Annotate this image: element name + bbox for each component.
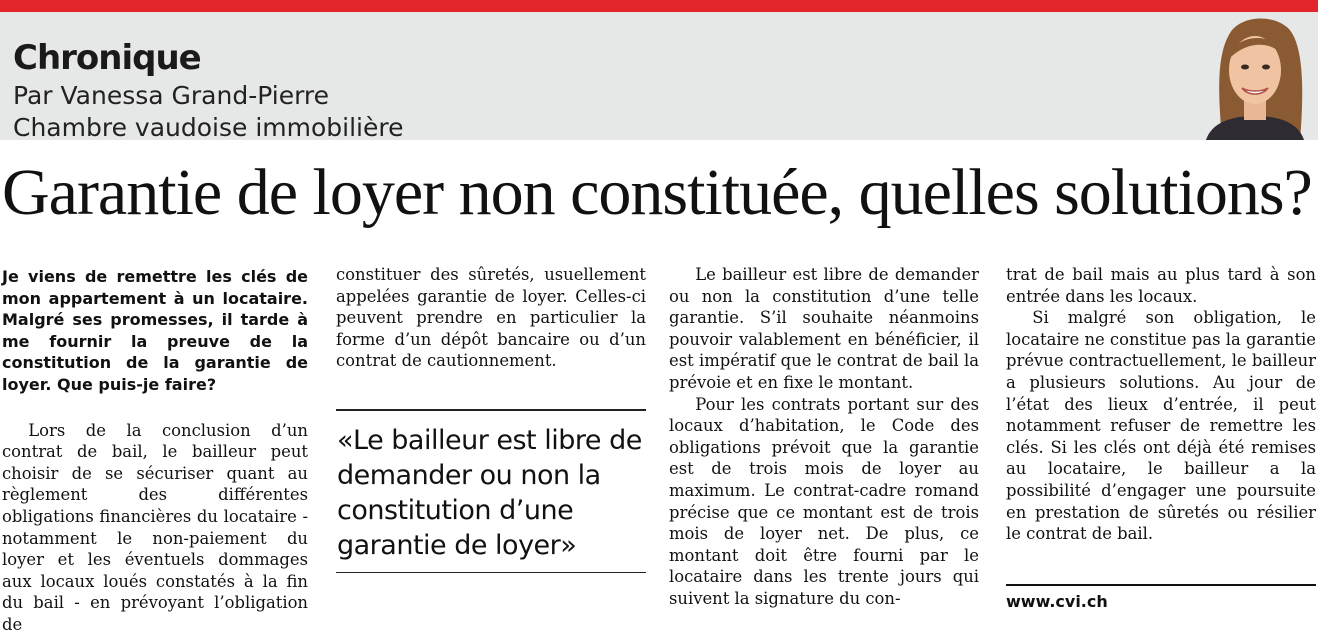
pull-quote-text: «Le bailleur est libre de demander ou non la constitution d’une garantie de loyer» (337, 425, 642, 561)
body-paragraph: trat de bail mais au plus tard à son entrée dans les locaux. (1006, 265, 1316, 306)
author-organization: Chambre vaudoise immobilière (13, 113, 404, 142)
top-accent-bar (0, 0, 1318, 12)
article-column-4 (1006, 264, 1316, 545)
article-column-1 (2, 264, 308, 636)
author-name: Par Vanessa Grand-Pierre (13, 81, 330, 110)
body-paragraph: Pour les contrats portant sur des locaux d’habitation, le Code des obligations prévoit que la garantie est de trois mois de loyer au maximum. Le contrat-cadre romand précise que ce montant est de trois mois de loyer net. De plus, ce montant doit être fourni par le locataire dans les trente jours qui suivent la signature du con- (669, 394, 979, 608)
column-header (0, 12, 1318, 140)
body-paragraph: Le bailleur est libre de demander ou non la constitution d’une telle garantie. S’il souhaite néanmoins pouvoir valablement en bénéficier, il est impératif que le contrat de bail la prévoie et en fixe le montant. (669, 265, 979, 392)
author-byline (13, 80, 403, 144)
pull-quote (336, 409, 646, 573)
body-paragraph: constituer des sûretés, usuellement appelées garantie de loyer. Celles-ci peuvent prendre en particulier la forme d’un dépôt bancaire ou d’un contrat de cautionnement. (336, 265, 646, 371)
website-link[interactable]: www.cvi.ch (1006, 592, 1108, 611)
footer-divider (1006, 584, 1316, 586)
reader-question: Je viens de remettre les clés de mon appartement à un locataire. Malgré ses promesses, il tarde à me fournir la preuve de la constitution de la garantie de loyer. Que puis-je faire? (2, 267, 308, 394)
article-column-3 (669, 264, 979, 610)
author-portrait-illustration (1192, 12, 1318, 140)
section-kicker: Chronique (13, 38, 201, 78)
article-headline: Garantie de loyer non constituée, quelles solutions? (2, 156, 1312, 229)
article-column-2 (336, 264, 646, 372)
body-paragraph: Si malgré son obligation, le locataire ne constitue pas la garantie prévue contractuellement, le bailleur a plusieurs solutions. Au jour de l’état des lieux d’entrée, il peut notamment refuser de remettre les clés. Si les clés ont déjà été remises au locataire, le bailleur a la possibilité d’engager une poursuite en prestation de sûretés ou résilier le contrat de bail. (1006, 308, 1316, 544)
author-photo (1192, 12, 1318, 140)
body-paragraph: Lors de la conclusion d’un contrat de bail, le bailleur peut choisir de se sécuriser quant au règlement des différentes obligations financières du locataire - notamment le non-paiement du loyer et les éventuels dommages aux locaux loués constatés à la fin du bail - en prévoyant l’obligation de (2, 420, 308, 634)
